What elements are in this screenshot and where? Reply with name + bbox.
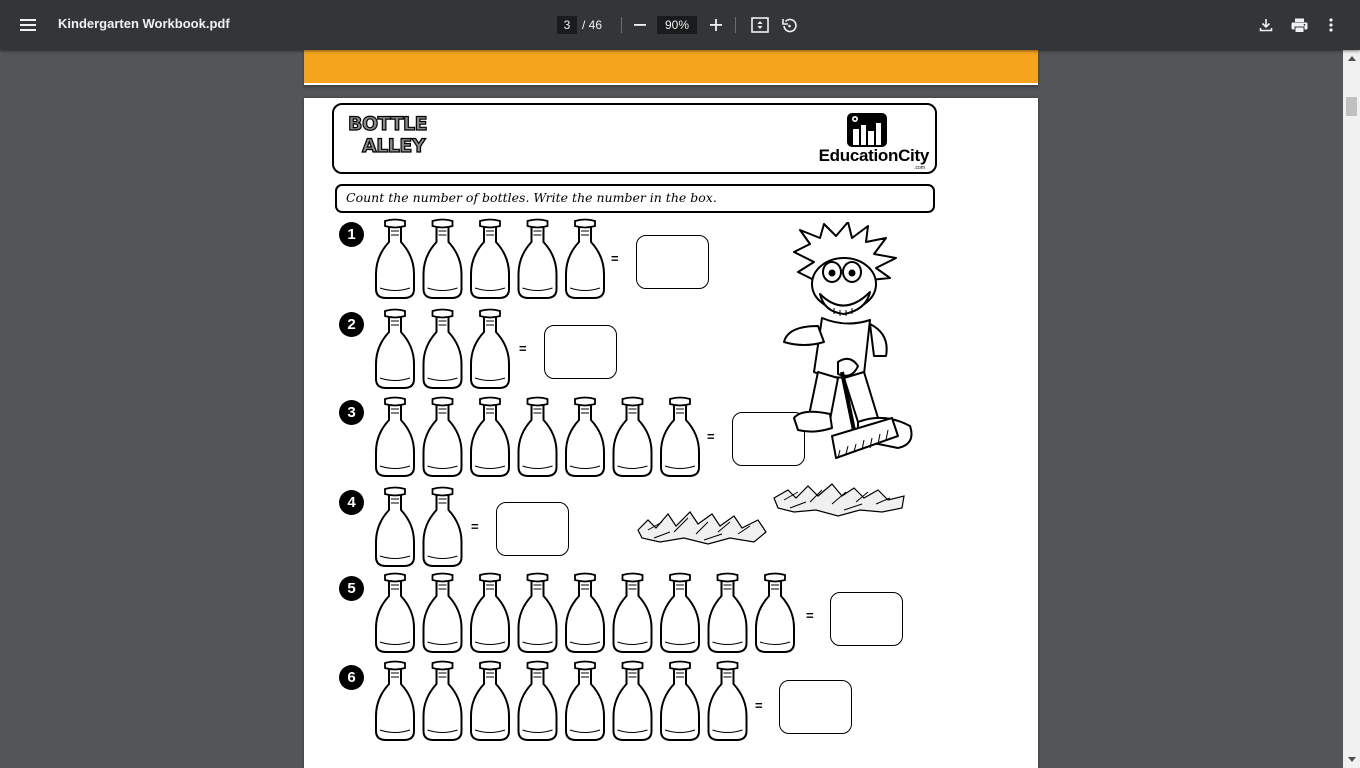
answer-box[interactable] [496, 502, 569, 556]
pdf-viewer[interactable] [0, 50, 1343, 768]
question-number: 6 [339, 665, 364, 690]
scrollbar-thumb[interactable] [1346, 97, 1357, 116]
cartoon-character-illustration [774, 222, 924, 464]
city-icon [845, 111, 889, 149]
scroll-up-arrow-icon[interactable] [1343, 50, 1360, 67]
logo-line-1: BOTTLE [348, 113, 428, 135]
logo-line-2: ALLEY [362, 135, 426, 157]
zoom-input[interactable] [657, 16, 697, 34]
bottle-group [374, 218, 614, 300]
equals-sign: = [519, 341, 527, 356]
answer-box[interactable] [779, 680, 852, 734]
exercise-row-5 [304, 572, 1038, 654]
bottle-icon [424, 398, 462, 477]
bottle-icon [661, 398, 699, 477]
exercise-row-6 [304, 660, 1038, 742]
bottle-icon [566, 398, 604, 477]
equals-sign: = [471, 519, 479, 534]
toolbar-divider [735, 17, 736, 33]
exercise-row-2 [304, 308, 1038, 390]
equals-sign: = [707, 429, 715, 444]
bottle-icon [519, 662, 557, 741]
bottle-icon [566, 662, 604, 741]
answer-box[interactable] [636, 235, 709, 289]
bottle-icon [661, 574, 699, 653]
bottle-icon [566, 220, 604, 299]
debris-pile-illustration [772, 482, 907, 518]
bottle-icon [376, 398, 414, 477]
print-icon[interactable] [1287, 13, 1311, 37]
bottle-icon [519, 574, 557, 653]
bottle-group [374, 396, 709, 478]
bottle-icon [424, 220, 462, 299]
bottle-icon [709, 574, 747, 653]
zoom-out-icon[interactable] [628, 13, 652, 37]
page-number-input[interactable] [557, 16, 577, 34]
question-number: 3 [339, 400, 364, 425]
pdf-toolbar [0, 0, 1360, 50]
bottle-icon [566, 574, 604, 653]
vertical-scrollbar[interactable] [1343, 50, 1360, 768]
bottle-group [374, 572, 804, 654]
scroll-down-arrow-icon[interactable] [1343, 751, 1360, 768]
debris-pile-illustration [634, 508, 769, 546]
instruction-box: Count the number of bottles. Write the number in the box. [335, 184, 935, 213]
worksheet-header [332, 103, 937, 174]
bottle-icon [376, 488, 414, 567]
exercise-row-3 [304, 396, 1038, 478]
question-number: 1 [339, 222, 364, 247]
bottle-icon [709, 662, 747, 741]
bottle-alley-logo [348, 113, 427, 157]
menu-icon[interactable] [14, 11, 42, 39]
bottle-icon [471, 220, 509, 299]
bottle-icon [661, 662, 699, 741]
bottle-group [374, 486, 472, 568]
bottle-icon [424, 310, 462, 389]
bottle-icon [424, 574, 462, 653]
rotate-icon[interactable] [777, 13, 801, 37]
bottle-icon [471, 662, 509, 741]
bottle-icon [519, 398, 557, 477]
question-number: 2 [339, 312, 364, 337]
question-number: 4 [339, 490, 364, 515]
logo-text: EducationCity [818, 146, 929, 165]
answer-box[interactable] [544, 325, 617, 379]
bottle-icon [471, 398, 509, 477]
equals-sign: = [611, 251, 619, 266]
download-icon[interactable] [1254, 13, 1278, 37]
bottle-icon [424, 662, 462, 741]
bottle-icon [376, 220, 414, 299]
document-title: Kindergarten Workbook.pdf [58, 16, 230, 31]
fit-page-icon[interactable] [748, 13, 772, 37]
pdf-page [304, 98, 1038, 768]
equals-sign: = [806, 608, 814, 623]
previous-page [304, 50, 1038, 85]
bottle-icon [376, 662, 414, 741]
bottle-group [374, 308, 519, 390]
bottle-icon [614, 662, 652, 741]
educationcity-logo [809, 111, 929, 169]
exercise-row-1 [304, 218, 1038, 300]
bottle-icon [376, 574, 414, 653]
equals-sign: = [755, 698, 763, 713]
bottle-icon [471, 310, 509, 389]
bottle-group [374, 660, 756, 742]
bottle-icon [471, 574, 509, 653]
question-number: 5 [339, 576, 364, 601]
logo-subtext: .com [914, 165, 925, 171]
bottle-icon [614, 574, 652, 653]
answer-box[interactable] [830, 592, 903, 646]
toolbar-divider [621, 17, 622, 33]
zoom-in-icon[interactable] [704, 13, 728, 37]
bottle-icon [376, 310, 414, 389]
more-vert-icon[interactable] [1319, 13, 1343, 37]
previous-page-color-band [304, 50, 1038, 83]
page-total: / 46 [582, 18, 603, 32]
bottle-icon [424, 488, 462, 567]
bottle-icon [756, 574, 794, 653]
bottle-icon [519, 220, 557, 299]
bottle-icon [614, 398, 652, 477]
